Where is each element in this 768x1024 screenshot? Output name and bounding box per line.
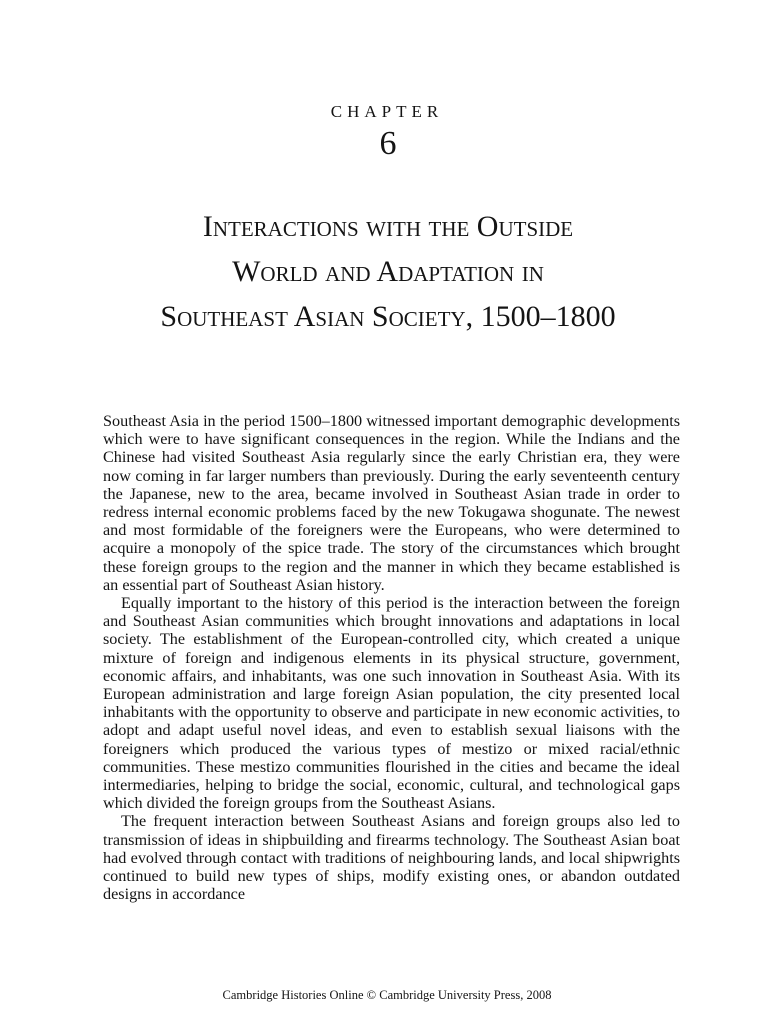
- paragraph-2: Equally important to the history of this period is the interaction between the foreign and Southeast Asian communities which brought innovations and adaptations in local society. The establishment of the European-controlled city, which created a unique mixture of foreign and indigenous elements in its physical structure, government, economic affairs, and inhabitants, was one such innovation in Southeast Asia. With its European administration and large foreign Asian population, the city presented local inhabitants with the opportunity to observe and participate in new economic activities, to adopt and adapt useful novel ideas, and even to establish sexual liaisons with the foreigners which produced the various types of mestizo or mixed racial/ethnic communities. These mestizo communities flourished in the cities and became the ideal intermediaries, helping to bridge the social, economic, cultural, and technological gaps which divided the foreign groups from the Southeast Asians.: [103, 594, 680, 813]
- chapter-title-line-2: World and Adaptation in: [232, 255, 544, 288]
- chapter-title-line-1: Interactions with the Outside: [202, 210, 574, 243]
- chapter-label: CHAPTER: [330, 102, 444, 121]
- copyright-footer: Cambridge Histories Online © Cambridge University Press, 2008: [222, 988, 552, 1002]
- paragraph-3: The frequent interaction between Southeast Asians and foreign groups also led to transmission of ideas in shipbuilding and firearms technology. The Southeast Asian boat had evolved through contact with traditions of neighbouring lands, and local shipwrights continued to build new types of ships, modify existing ones, or abandon outdated designs in accordance: [103, 812, 680, 904]
- chapter-title: [0, 204, 768, 339]
- chapter-number: 6: [379, 125, 397, 162]
- paragraph-1: Southeast Asia in the period 1500–1800 witnessed important demographic developments which were to have significant consequences in the region. While the Indians and the Chinese had visited Southeast Asia regularly since the early Christian era, they were now coming in far larger numbers than previously. During the early seventeenth century the Japanese, new to the area, became involved in Southeast Asian trade in order to redress internal economic problems faced by the new Tokugawa shogunate. The newest and most formidable of the foreigners were the Europeans, who were determined to acquire a monopoly of the spice trade. The story of the circumstances which brought these foreign groups to the region and the manner in which they became established is an essential part of Southeast Asian history.: [103, 412, 680, 594]
- body-text: [103, 412, 680, 903]
- chapter-title-line-3: Southeast Asian Society, 1500–1800: [160, 300, 616, 333]
